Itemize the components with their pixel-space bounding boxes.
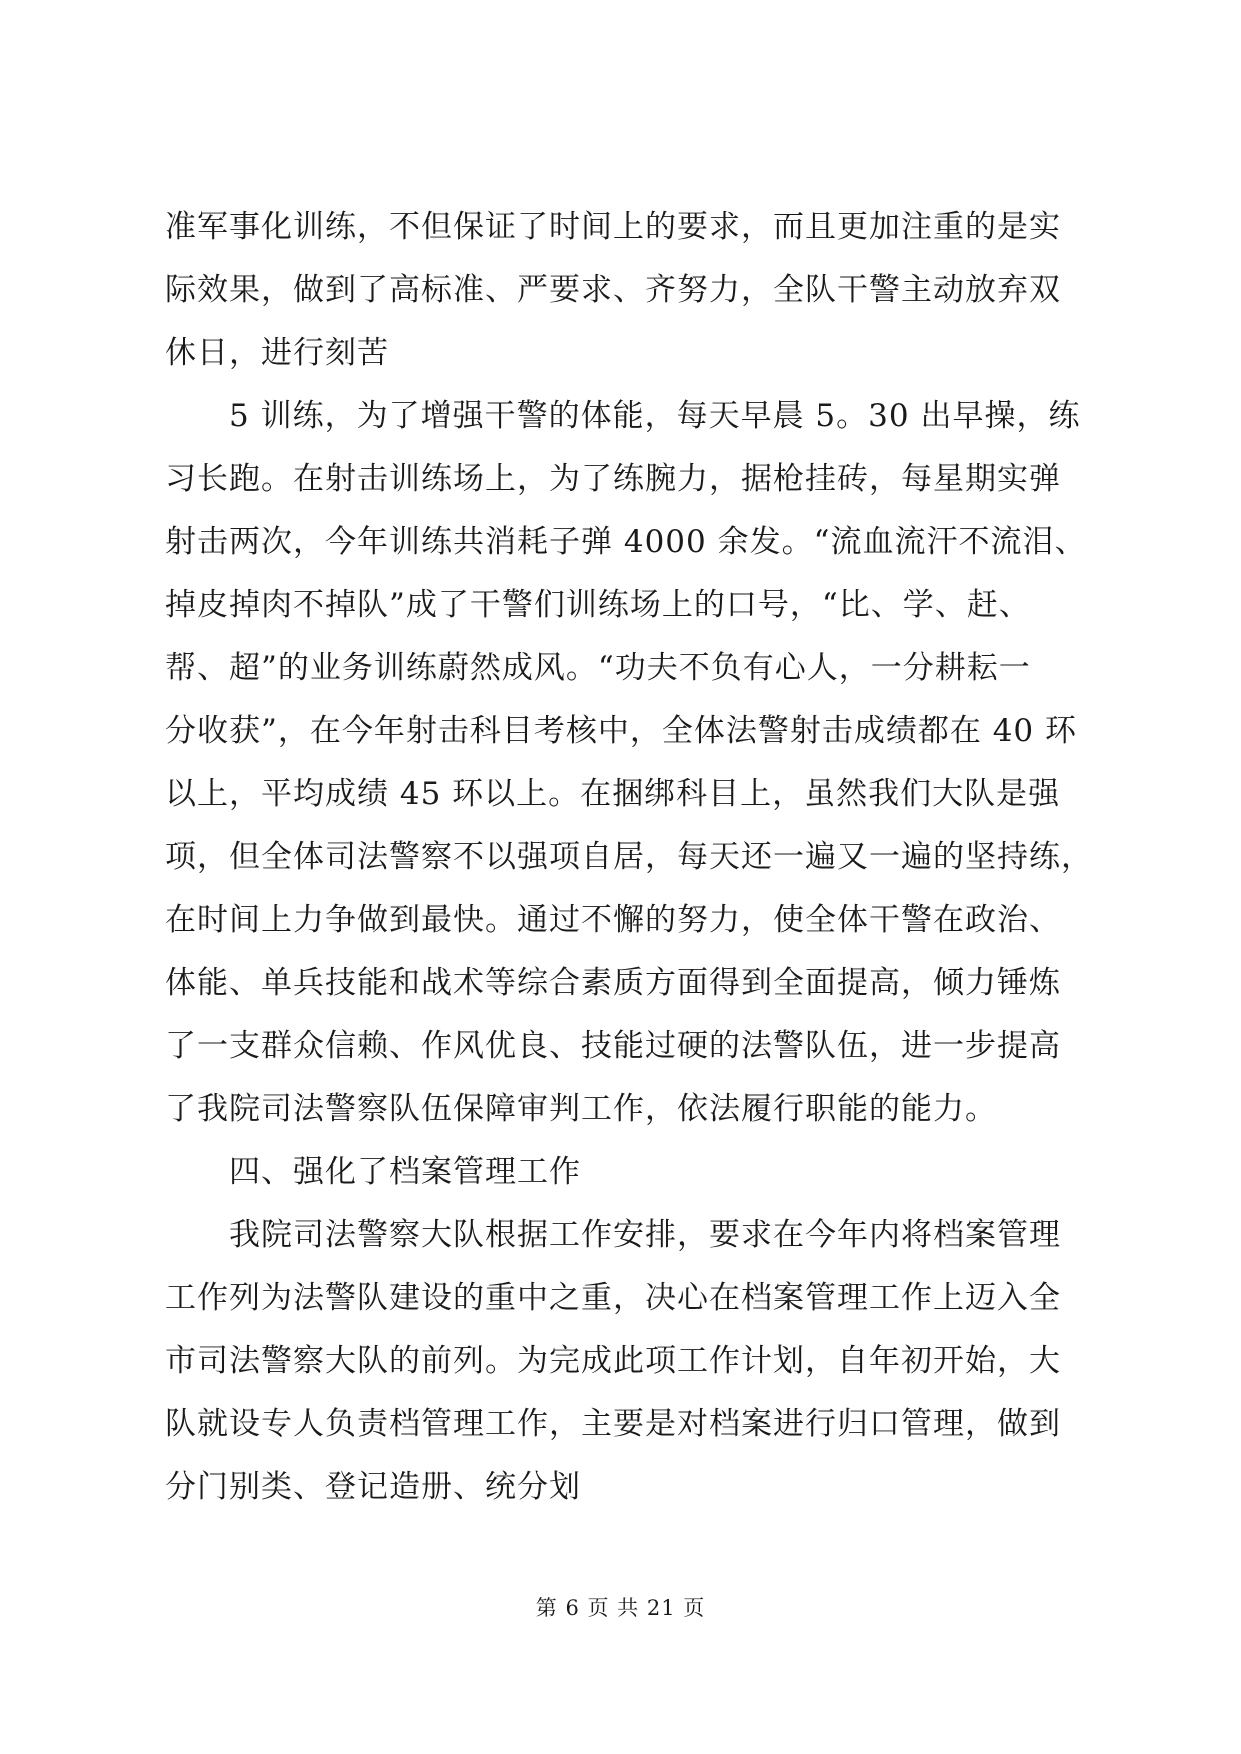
text-line: 休日，进行刻苦	[165, 335, 389, 371]
text-line: 帮、超”的业务训练蔚然成风。“功夫不负有心人，一分耕耘一	[165, 650, 1031, 686]
text-line: 际效果，做到了高标准、严要求、齐努力，全队干警主动放弃双	[165, 272, 1061, 308]
paragraph	[165, 196, 1095, 385]
text-line: 四、强化了档案管理工作	[165, 1154, 581, 1190]
text-line: 习长跑。在射击训练场上，为了练腕力，据枪挂砖，每星期实弹	[165, 461, 1061, 497]
text-line: 工作列为法警队建设的重中之重，决心在档案管理工作上迈入全	[165, 1280, 1061, 1316]
text-line: 准军事化训练，不但保证了时间上的要求，而且更加注重的是实	[165, 209, 1061, 245]
text-line: 掉皮掉肉不掉队”成了干警们训练场上的口号，“比、学、赶、	[165, 587, 1031, 623]
text-line: 市司法警察大队的前列。为完成此项工作计划，自年初开始，大	[165, 1343, 1061, 1379]
text-line: 了一支群众信赖、作风优良、技能过硬的法警队伍，进一步提高	[165, 1028, 1061, 1064]
page-footer: 第 6 页 共 21 页	[535, 1596, 706, 1620]
paragraph	[165, 1141, 1095, 1204]
text-line: 在时间上力争做到最快。通过不懈的努力，使全体干警在政治、	[165, 902, 1061, 938]
text-line: 项，但全体司法警察不以强项自居，每天还一遍又一遍的坚持练，	[165, 839, 1093, 875]
text-line: 我院司法警察大队根据工作安排，要求在今年内将档案管理	[165, 1217, 1061, 1253]
text-line: 体能、单兵技能和战术等综合素质方面得到全面提高，倾力锤炼	[165, 965, 1061, 1001]
text-line: 5 训练，为了增强干警的体能，每天早晨 5。30 出早操，练	[165, 398, 1081, 434]
paragraph	[165, 1204, 1095, 1519]
text-line: 了我院司法警察队伍保障审判工作，依法履行职能的能力。	[165, 1091, 997, 1127]
text-line: 队就设专人负责档管理工作，主要是对档案进行归口管理，做到	[165, 1406, 1061, 1442]
text-line: 分收获”，在今年射击科目考核中，全体法警射击成绩都在 40 环	[165, 713, 1077, 749]
text-line: 射击两次，今年训练共消耗子弹 4000 余发。“流血流汗不流泪、	[165, 524, 1087, 560]
paragraph	[165, 385, 1095, 1141]
text-line: 分门别类、登记造册、统分划	[165, 1469, 581, 1505]
text-line: 以上，平均成绩 45 环以上。在捆绑科目上，虽然我们大队是强	[165, 776, 1061, 812]
